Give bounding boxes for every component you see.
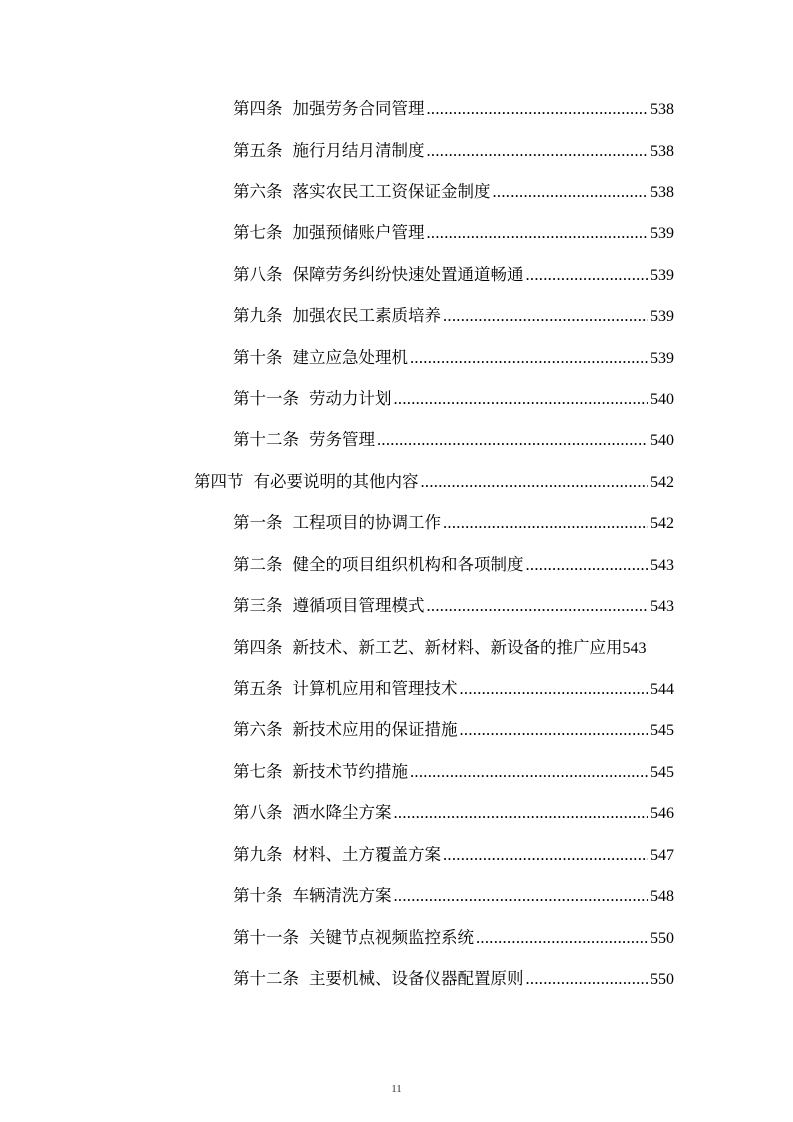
toc-entry-label: 第十二条 — [233, 969, 299, 988]
toc-entry-page: 550 — [650, 930, 674, 947]
toc-leader-dots — [394, 798, 649, 828]
toc-entry-title: 加强农民工素质培养 — [292, 306, 441, 325]
toc-entry-title: 劳务管理 — [309, 430, 375, 449]
toc-entry-title: 材料、土方覆盖方案 — [292, 845, 441, 864]
toc-entry-page: 539 — [650, 225, 674, 242]
toc-leader-dots — [526, 260, 649, 290]
toc-entry-label: 第十一条 — [233, 928, 299, 947]
toc-entry-label: 第二条 — [233, 555, 283, 574]
toc-entry-title: 关键节点视频监控系统 — [309, 928, 474, 947]
toc-entry-page: 545 — [650, 722, 674, 739]
toc-entry-title: 加强劳务合同管理 — [292, 99, 425, 118]
toc-entry-label: 第十条 — [233, 348, 283, 367]
toc-leader-dots — [427, 218, 649, 248]
toc-entry-page: 543 — [650, 557, 674, 574]
toc-leader-dots — [443, 301, 648, 331]
toc-entry-page: 548 — [650, 888, 674, 905]
toc-entry-title: 主要机械、设备仪器配置原则 — [309, 969, 524, 988]
toc-leader-dots — [476, 923, 648, 953]
toc-entry[interactable] — [233, 923, 674, 953]
toc-entry-page: 544 — [650, 681, 674, 698]
toc-entry[interactable] — [233, 177, 674, 207]
toc-entry-label: 第十一条 — [233, 389, 299, 408]
toc-entry[interactable] — [233, 964, 674, 994]
toc-entry-label: 第七条 — [233, 223, 283, 242]
toc-leader-dots — [377, 425, 648, 455]
toc-entry-label: 第一条 — [233, 513, 283, 532]
toc-entry-title: 车辆清洗方案 — [292, 886, 392, 905]
toc-entry-page: 545 — [650, 764, 674, 781]
toc-entry-page: 538 — [650, 101, 674, 118]
toc-entry-page: 550 — [650, 971, 674, 988]
toc-entry[interactable] — [233, 633, 647, 663]
toc-entry-title: 工程项目的协调工作 — [292, 513, 441, 532]
toc-entry[interactable] — [233, 591, 674, 621]
toc-entry-title: 保障劳务纠纷快速处置通道畅通 — [292, 265, 524, 284]
toc-entry-title: 新技术、新工艺、新材料、新设备的推广应用 — [292, 638, 623, 657]
toc-entry-label: 第四条 — [233, 99, 283, 118]
toc-entry[interactable] — [233, 136, 674, 166]
toc-entry[interactable] — [233, 798, 674, 828]
toc-entry-label: 第三条 — [233, 596, 283, 615]
toc-entry[interactable] — [233, 260, 674, 290]
toc-leader-dots — [493, 177, 649, 207]
page-number: 11 — [391, 1083, 402, 1095]
toc-leader-dots — [394, 881, 649, 911]
toc-entry-page: 547 — [650, 847, 674, 864]
toc-leader-dots — [526, 550, 649, 580]
toc-entry[interactable] — [233, 715, 674, 745]
toc-entry[interactable] — [233, 218, 674, 248]
toc-entry-label: 第八条 — [233, 803, 283, 822]
toc-entry[interactable] — [233, 508, 674, 538]
toc-entry-label: 第七条 — [233, 762, 283, 781]
toc-entry-label: 第五条 — [233, 679, 283, 698]
toc-leader-dots — [460, 715, 649, 745]
toc-entry-label: 第十条 — [233, 886, 283, 905]
toc-entry-title: 洒水降尘方案 — [292, 803, 392, 822]
toc-entry-page: 540 — [650, 432, 674, 449]
toc-entry-page: 543 — [622, 640, 647, 657]
toc-entry-page: 543 — [650, 598, 674, 615]
toc-entry-title: 遵循项目管理模式 — [292, 596, 425, 615]
toc-entry-title: 健全的项目组织机构和各项制度 — [292, 555, 524, 574]
toc-entry-page: 539 — [650, 308, 674, 325]
toc-entry-label: 第四节 — [194, 472, 244, 491]
toc-leader-dots — [410, 757, 648, 787]
toc-entry-title: 有必要说明的其他内容 — [253, 472, 419, 491]
toc-entry-page: 538 — [650, 184, 674, 201]
toc-entry[interactable] — [233, 94, 674, 124]
toc-entry-title: 加强预储账户管理 — [292, 223, 425, 242]
toc-leader-dots — [427, 94, 649, 124]
toc-leader-dots — [421, 467, 649, 497]
toc-entry-title: 新技术节约措施 — [292, 762, 408, 781]
toc-entry-label: 第十二条 — [233, 430, 299, 449]
toc-entry-title: 新技术应用的保证措施 — [292, 720, 458, 739]
toc-entry[interactable] — [233, 550, 674, 580]
toc-leader-dots — [427, 136, 649, 166]
toc-entry-label: 第四条 — [233, 638, 283, 657]
toc-entry[interactable] — [233, 301, 674, 331]
toc-entry-label: 第六条 — [233, 720, 283, 739]
toc-leader-dots — [443, 508, 648, 538]
toc-leader-dots — [394, 384, 649, 414]
toc-entry[interactable] — [233, 840, 674, 870]
toc-entry-title: 计算机应用和管理技术 — [292, 679, 458, 698]
toc-leader-dots — [526, 964, 649, 994]
toc-entry-label: 第九条 — [233, 306, 283, 325]
toc-entry-label: 第八条 — [233, 265, 283, 284]
toc-entry-page: 540 — [650, 391, 674, 408]
toc-leader-dots — [427, 591, 649, 621]
toc-entry-title: 落实农民工工资保证金制度 — [292, 182, 491, 201]
toc-entry[interactable] — [233, 757, 674, 787]
toc-leader-dots — [410, 343, 648, 373]
toc-entry[interactable] — [233, 343, 674, 373]
toc-entry-page: 542 — [650, 515, 674, 532]
toc-entry[interactable] — [233, 425, 674, 455]
toc-entry[interactable] — [233, 384, 674, 414]
toc-entry-title: 建立应急处理机 — [292, 348, 408, 367]
toc-leader-dots — [460, 674, 649, 704]
toc-entry-title: 劳动力计划 — [309, 389, 392, 408]
toc-entry-title: 施行月结月清制度 — [292, 141, 425, 160]
toc-entry[interactable] — [233, 674, 674, 704]
toc-entry-page: 546 — [650, 805, 674, 822]
toc-entry-page: 539 — [650, 350, 674, 367]
toc-entry[interactable] — [233, 881, 674, 911]
toc-section-entry[interactable] — [194, 467, 674, 497]
toc-entry-page: 542 — [650, 474, 674, 491]
toc-entry-label: 第九条 — [233, 845, 283, 864]
toc-leader-dots — [443, 840, 648, 870]
toc-entry-page: 539 — [650, 267, 674, 284]
toc-entry-label: 第五条 — [233, 141, 283, 160]
toc-entry-label: 第六条 — [233, 182, 283, 201]
toc-entry-page: 538 — [650, 143, 674, 160]
